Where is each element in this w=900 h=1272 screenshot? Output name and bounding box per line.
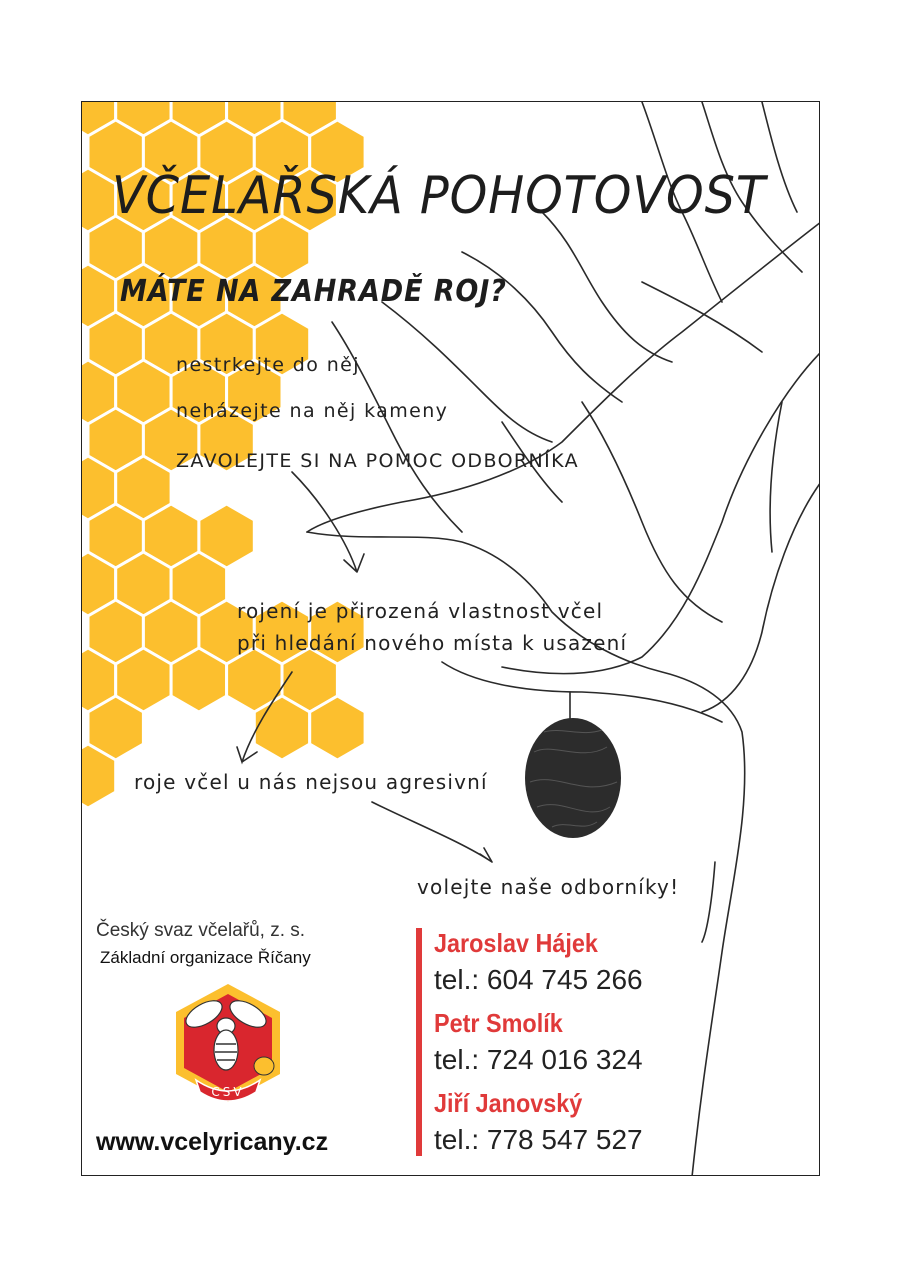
fact-line: při hledání nového místa k usazení xyxy=(237,631,628,655)
advice-item: ZAVOLEJTE SI NA POMOC ODBORNÍKA xyxy=(176,450,580,472)
fact-line: rojení je přirozená vlastnost včel xyxy=(237,599,604,623)
honeycomb-cell xyxy=(310,696,365,760)
bee-swarm-drawing xyxy=(525,718,621,838)
website-link[interactable]: www.vcelyricany.cz xyxy=(96,1128,329,1156)
contact-name: Jaroslav Hájek xyxy=(434,928,598,958)
contact-phone[interactable]: tel.: 778 547 527 xyxy=(434,1124,643,1155)
poster-subtitle: MÁTE NA ZAHRADĚ ROJ? xyxy=(120,274,507,309)
contact-accent-bar xyxy=(416,928,422,1156)
call-to-action: volejte naše odborníky! xyxy=(417,875,680,899)
contact-name: Petr Smolík xyxy=(434,1008,563,1038)
honeycomb-cell xyxy=(254,696,309,760)
organization-name: Český svaz včelařů, z. s. xyxy=(96,920,306,941)
contact-name: Jiří Janovský xyxy=(434,1088,583,1118)
advice-item: nestrkejte do něj xyxy=(176,354,360,376)
csv-bee-logo xyxy=(166,980,290,1110)
organization-branch: Základní organizace Říčany xyxy=(100,948,311,967)
contact-phone[interactable]: tel.: 604 745 266 xyxy=(434,964,643,995)
logo-letters: CSV xyxy=(211,1085,245,1099)
contact-phone[interactable]: tel.: 724 016 324 xyxy=(434,1044,643,1075)
poster-title: VČELAŘSKÁ POHOTOVOST xyxy=(112,166,767,226)
honeycomb-cell xyxy=(171,648,227,712)
poster xyxy=(81,101,820,1176)
advice-item: neházejte na něj kameny xyxy=(176,400,449,422)
fact-line: roje včel u nás nejsou agresivní xyxy=(134,770,488,794)
